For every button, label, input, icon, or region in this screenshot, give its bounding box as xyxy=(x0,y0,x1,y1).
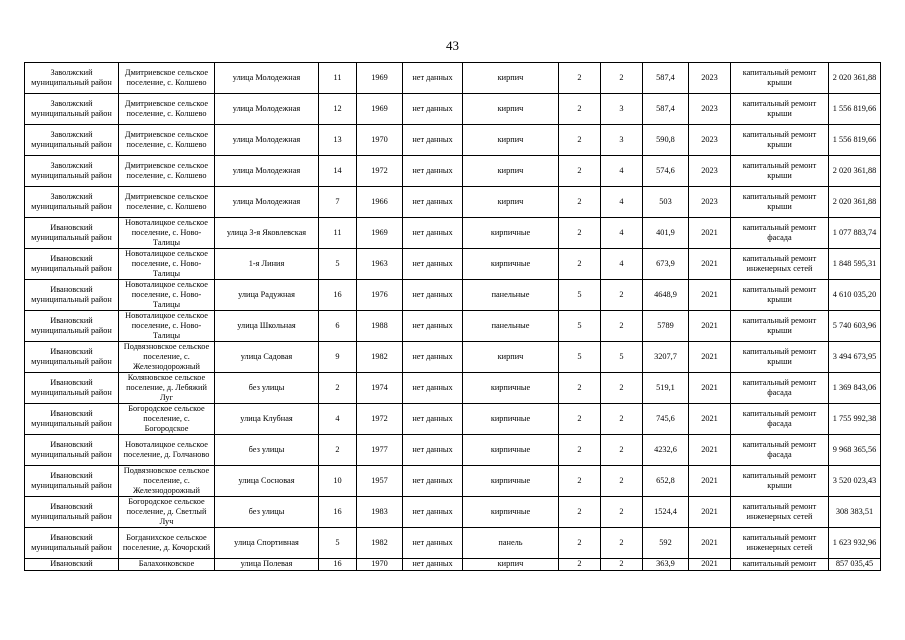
planned-year-cell: 2021 xyxy=(689,559,731,571)
table-row xyxy=(25,435,881,466)
wall-material-cell: кирпичные xyxy=(463,373,559,404)
year-built-cell: 1966 xyxy=(357,187,403,218)
area-cell: 587,4 xyxy=(643,94,689,125)
cost-cell: 1 369 843,06 xyxy=(829,373,881,404)
district-cell: Заволжский муниципальный район xyxy=(25,156,119,187)
entrances-cell: 5 xyxy=(601,342,643,373)
year-built-cell: 1963 xyxy=(357,249,403,280)
entrances-cell: 2 xyxy=(601,528,643,559)
year-built-cell: 1969 xyxy=(357,218,403,249)
table-row xyxy=(25,94,881,125)
settlement-cell: Дмитриевское сельское поселение, с. Колшево xyxy=(119,94,215,125)
work-type-cell: капитальный ремонт крыши xyxy=(731,280,829,311)
wall-material-cell: кирпич xyxy=(463,125,559,156)
planned-year-cell: 2023 xyxy=(689,125,731,156)
cost-cell: 1 556 819,66 xyxy=(829,125,881,156)
area-cell: 587,4 xyxy=(643,63,689,94)
house-number-cell: 16 xyxy=(319,280,357,311)
house-number-cell: 16 xyxy=(319,497,357,528)
entrances-cell: 4 xyxy=(601,156,643,187)
table-row xyxy=(25,218,881,249)
floors-cell: 2 xyxy=(559,528,601,559)
housing-repair-table xyxy=(24,62,881,571)
settlement-cell: Дмитриевское сельское поселение, с. Колшево xyxy=(119,125,215,156)
district-cell: Ивановский муниципальный район xyxy=(25,404,119,435)
work-type-cell: капитальный ремонт фасада xyxy=(731,218,829,249)
entrances-cell: 2 xyxy=(601,497,643,528)
entrances-cell: 2 xyxy=(601,559,643,571)
house-number-cell: 6 xyxy=(319,311,357,342)
table-row xyxy=(25,311,881,342)
house-number-cell: 7 xyxy=(319,187,357,218)
year-built-cell: 1969 xyxy=(357,63,403,94)
work-type-cell: капитальный ремонт крыши xyxy=(731,63,829,94)
wall-material-cell: кирпич xyxy=(463,156,559,187)
cost-cell: 9 968 365,56 xyxy=(829,435,881,466)
year-built-cell: 1988 xyxy=(357,311,403,342)
wall-material-cell: кирпичные xyxy=(463,435,559,466)
entrances-cell: 2 xyxy=(601,280,643,311)
floors-cell: 2 xyxy=(559,125,601,156)
work-type-cell: капитальный ремонт крыши xyxy=(731,125,829,156)
street-cell: улица Школьная xyxy=(215,311,319,342)
house-number-cell: 12 xyxy=(319,94,357,125)
floors-cell: 2 xyxy=(559,435,601,466)
table-row xyxy=(25,559,881,571)
district-cell: Заволжский муниципальный район xyxy=(25,125,119,156)
district-cell: Ивановский муниципальный район xyxy=(25,311,119,342)
planned-year-cell: 2021 xyxy=(689,373,731,404)
house-number-cell: 2 xyxy=(319,435,357,466)
work-type-cell: капитальный ремонт инженерных сетей xyxy=(731,528,829,559)
year-built-cell: 1982 xyxy=(357,342,403,373)
wall-material-cell: кирпич xyxy=(463,187,559,218)
data-status-cell: нет данных xyxy=(403,559,463,571)
settlement-cell: Богданихское сельское поселение, д. Кочорский xyxy=(119,528,215,559)
table-row xyxy=(25,342,881,373)
district-cell: Заволжский муниципальный район xyxy=(25,63,119,94)
district-cell: Ивановский муниципальный район xyxy=(25,435,119,466)
entrances-cell: 4 xyxy=(601,187,643,218)
settlement-cell: Подвязновское сельское поселение, с. Железнодорожный xyxy=(119,466,215,497)
cost-cell: 308 383,51 xyxy=(829,497,881,528)
data-status-cell: нет данных xyxy=(403,218,463,249)
floors-cell: 5 xyxy=(559,280,601,311)
work-type-cell: капитальный ремонт крыши xyxy=(731,466,829,497)
street-cell: без улицы xyxy=(215,435,319,466)
wall-material-cell: кирпичные xyxy=(463,497,559,528)
entrances-cell: 2 xyxy=(601,311,643,342)
table-row xyxy=(25,404,881,435)
floors-cell: 2 xyxy=(559,466,601,497)
area-cell: 652,8 xyxy=(643,466,689,497)
table-row xyxy=(25,249,881,280)
house-number-cell: 2 xyxy=(319,373,357,404)
area-cell: 4648,9 xyxy=(643,280,689,311)
settlement-cell: Новоталицкое сельское поселение, д. Голчаново xyxy=(119,435,215,466)
data-status-cell: нет данных xyxy=(403,187,463,218)
table-row xyxy=(25,373,881,404)
table-row xyxy=(25,156,881,187)
data-status-cell: нет данных xyxy=(403,435,463,466)
entrances-cell: 2 xyxy=(601,63,643,94)
floors-cell: 2 xyxy=(559,249,601,280)
table-row xyxy=(25,280,881,311)
wall-material-cell: кирпичные xyxy=(463,218,559,249)
house-number-cell: 5 xyxy=(319,528,357,559)
entrances-cell: 2 xyxy=(601,404,643,435)
cost-cell: 3 494 673,95 xyxy=(829,342,881,373)
wall-material-cell: кирпичные xyxy=(463,404,559,435)
street-cell: улица Радужная xyxy=(215,280,319,311)
data-status-cell: нет данных xyxy=(403,125,463,156)
data-status-cell: нет данных xyxy=(403,404,463,435)
district-cell: Ивановский муниципальный район xyxy=(25,218,119,249)
work-type-cell: капитальный ремонт xyxy=(731,559,829,571)
wall-material-cell: кирпич xyxy=(463,63,559,94)
area-cell: 1524,4 xyxy=(643,497,689,528)
area-cell: 363,9 xyxy=(643,559,689,571)
street-cell: улица Клубная xyxy=(215,404,319,435)
year-built-cell: 1983 xyxy=(357,497,403,528)
settlement-cell: Дмитриевское сельское поселение, с. Колшево xyxy=(119,156,215,187)
data-status-cell: нет данных xyxy=(403,280,463,311)
work-type-cell: капитальный ремонт крыши xyxy=(731,342,829,373)
cost-cell: 1 623 932,96 xyxy=(829,528,881,559)
street-cell: улица Полевая xyxy=(215,559,319,571)
house-number-cell: 9 xyxy=(319,342,357,373)
planned-year-cell: 2021 xyxy=(689,466,731,497)
floors-cell: 2 xyxy=(559,218,601,249)
data-status-cell: нет данных xyxy=(403,373,463,404)
area-cell: 574,6 xyxy=(643,156,689,187)
entrances-cell: 2 xyxy=(601,435,643,466)
district-cell: Ивановский муниципальный район xyxy=(25,342,119,373)
work-type-cell: капитальный ремонт фасада xyxy=(731,373,829,404)
cost-cell: 4 610 035,20 xyxy=(829,280,881,311)
house-number-cell: 16 xyxy=(319,559,357,571)
planned-year-cell: 2023 xyxy=(689,187,731,218)
settlement-cell: Новоталицкое сельское поселение, с. Ново-Талицы xyxy=(119,280,215,311)
house-number-cell: 10 xyxy=(319,466,357,497)
year-built-cell: 1974 xyxy=(357,373,403,404)
table-row xyxy=(25,466,881,497)
area-cell: 519,1 xyxy=(643,373,689,404)
entrances-cell: 3 xyxy=(601,125,643,156)
area-cell: 503 xyxy=(643,187,689,218)
floors-cell: 2 xyxy=(559,156,601,187)
table-body xyxy=(25,63,881,571)
district-cell: Ивановский xyxy=(25,559,119,571)
planned-year-cell: 2021 xyxy=(689,435,731,466)
settlement-cell: Коляновское сельское поселение, д. Лебяжий Луг xyxy=(119,373,215,404)
planned-year-cell: 2023 xyxy=(689,63,731,94)
street-cell: без улицы xyxy=(215,497,319,528)
table-row xyxy=(25,528,881,559)
house-number-cell: 5 xyxy=(319,249,357,280)
wall-material-cell: панельные xyxy=(463,280,559,311)
street-cell: улица Молодежная xyxy=(215,156,319,187)
wall-material-cell: панель xyxy=(463,528,559,559)
planned-year-cell: 2021 xyxy=(689,528,731,559)
street-cell: улица Молодежная xyxy=(215,125,319,156)
year-built-cell: 1969 xyxy=(357,94,403,125)
planned-year-cell: 2021 xyxy=(689,342,731,373)
house-number-cell: 11 xyxy=(319,218,357,249)
work-type-cell: капитальный ремонт фасада xyxy=(731,404,829,435)
year-built-cell: 1977 xyxy=(357,435,403,466)
settlement-cell: Новоталицкое сельское поселение, с. Ново-Талицы xyxy=(119,249,215,280)
street-cell: 1-я Линия xyxy=(215,249,319,280)
cost-cell: 5 740 603,96 xyxy=(829,311,881,342)
district-cell: Ивановский муниципальный район xyxy=(25,528,119,559)
area-cell: 590,8 xyxy=(643,125,689,156)
table-row xyxy=(25,63,881,94)
planned-year-cell: 2021 xyxy=(689,280,731,311)
work-type-cell: капитальный ремонт крыши xyxy=(731,311,829,342)
street-cell: улица Молодежная xyxy=(215,94,319,125)
settlement-cell: Дмитриевское сельское поселение, с. Колшево xyxy=(119,63,215,94)
floors-cell: 2 xyxy=(559,373,601,404)
area-cell: 673,9 xyxy=(643,249,689,280)
entrances-cell: 3 xyxy=(601,94,643,125)
floors-cell: 2 xyxy=(559,63,601,94)
area-cell: 3207,7 xyxy=(643,342,689,373)
year-built-cell: 1972 xyxy=(357,404,403,435)
street-cell: улица Садовая xyxy=(215,342,319,373)
data-status-cell: нет данных xyxy=(403,528,463,559)
year-built-cell: 1970 xyxy=(357,125,403,156)
data-status-cell: нет данных xyxy=(403,249,463,280)
data-status-cell: нет данных xyxy=(403,94,463,125)
street-cell: улица Молодежная xyxy=(215,187,319,218)
cost-cell: 2 020 361,88 xyxy=(829,187,881,218)
floors-cell: 2 xyxy=(559,404,601,435)
cost-cell: 1 848 595,31 xyxy=(829,249,881,280)
page-number: 43 xyxy=(446,38,459,53)
district-cell: Ивановский муниципальный район xyxy=(25,497,119,528)
settlement-cell: Новоталицкое сельское поселение, с. Ново-Талицы xyxy=(119,311,215,342)
entrances-cell: 2 xyxy=(601,466,643,497)
district-cell: Ивановский муниципальный район xyxy=(25,373,119,404)
work-type-cell: капитальный ремонт крыши xyxy=(731,156,829,187)
cost-cell: 1 556 819,66 xyxy=(829,94,881,125)
district-cell: Ивановский муниципальный район xyxy=(25,280,119,311)
district-cell: Заволжский муниципальный район xyxy=(25,94,119,125)
area-cell: 4232,6 xyxy=(643,435,689,466)
floors-cell: 2 xyxy=(559,94,601,125)
data-status-cell: нет данных xyxy=(403,63,463,94)
entrances-cell: 4 xyxy=(601,249,643,280)
street-cell: без улицы xyxy=(215,373,319,404)
wall-material-cell: кирпич xyxy=(463,559,559,571)
planned-year-cell: 2021 xyxy=(689,218,731,249)
year-built-cell: 1976 xyxy=(357,280,403,311)
cost-cell: 3 520 023,43 xyxy=(829,466,881,497)
work-type-cell: капитальный ремонт инженерных сетей xyxy=(731,497,829,528)
wall-material-cell: панельные xyxy=(463,311,559,342)
settlement-cell: Дмитриевское сельское поселение, с. Колшево xyxy=(119,187,215,218)
district-cell: Заволжский муниципальный район xyxy=(25,187,119,218)
entrances-cell: 2 xyxy=(601,373,643,404)
year-built-cell: 1972 xyxy=(357,156,403,187)
house-number-cell: 14 xyxy=(319,156,357,187)
floors-cell: 2 xyxy=(559,187,601,218)
work-type-cell: капитальный ремонт фасада xyxy=(731,435,829,466)
street-cell: улица 3-я Яковлевская xyxy=(215,218,319,249)
area-cell: 745,6 xyxy=(643,404,689,435)
floors-cell: 5 xyxy=(559,311,601,342)
area-cell: 401,9 xyxy=(643,218,689,249)
planned-year-cell: 2021 xyxy=(689,311,731,342)
area-cell: 592 xyxy=(643,528,689,559)
street-cell: улица Молодежная xyxy=(215,63,319,94)
settlement-cell: Богородское сельское поселение, д. Светлый Луч xyxy=(119,497,215,528)
year-built-cell: 1957 xyxy=(357,466,403,497)
floors-cell: 2 xyxy=(559,559,601,571)
work-type-cell: капитальный ремонт крыши xyxy=(731,187,829,218)
planned-year-cell: 2023 xyxy=(689,156,731,187)
cost-cell: 857 035,45 xyxy=(829,559,881,571)
wall-material-cell: кирпич xyxy=(463,94,559,125)
planned-year-cell: 2021 xyxy=(689,249,731,280)
house-number-cell: 4 xyxy=(319,404,357,435)
data-status-cell: нет данных xyxy=(403,342,463,373)
house-number-cell: 13 xyxy=(319,125,357,156)
table-row xyxy=(25,187,881,218)
planned-year-cell: 2021 xyxy=(689,404,731,435)
settlement-cell: Балахонковское xyxy=(119,559,215,571)
district-cell: Ивановский муниципальный район xyxy=(25,466,119,497)
floors-cell: 5 xyxy=(559,342,601,373)
work-type-cell: капитальный ремонт крыши xyxy=(731,94,829,125)
district-cell: Ивановский муниципальный район xyxy=(25,249,119,280)
cost-cell: 2 020 361,88 xyxy=(829,63,881,94)
cost-cell: 1 077 883,74 xyxy=(829,218,881,249)
wall-material-cell: кирпичные xyxy=(463,466,559,497)
entrances-cell: 4 xyxy=(601,218,643,249)
planned-year-cell: 2023 xyxy=(689,94,731,125)
data-status-cell: нет данных xyxy=(403,497,463,528)
year-built-cell: 1970 xyxy=(357,559,403,571)
year-built-cell: 1982 xyxy=(357,528,403,559)
settlement-cell: Новоталицкое сельское поселение, с. Ново-Талицы xyxy=(119,218,215,249)
table-row xyxy=(25,125,881,156)
area-cell: 5789 xyxy=(643,311,689,342)
planned-year-cell: 2021 xyxy=(689,497,731,528)
data-status-cell: нет данных xyxy=(403,156,463,187)
data-status-cell: нет данных xyxy=(403,311,463,342)
table-row xyxy=(25,497,881,528)
wall-material-cell: кирпичные xyxy=(463,249,559,280)
floors-cell: 2 xyxy=(559,497,601,528)
data-status-cell: нет данных xyxy=(403,466,463,497)
cost-cell: 1 755 992,38 xyxy=(829,404,881,435)
settlement-cell: Подвязновское сельское поселение, с. Железнодорожный xyxy=(119,342,215,373)
wall-material-cell: кирпич xyxy=(463,342,559,373)
street-cell: улица Сосновая xyxy=(215,466,319,497)
house-number-cell: 11 xyxy=(319,63,357,94)
cost-cell: 2 020 361,88 xyxy=(829,156,881,187)
work-type-cell: капитальный ремонт инженерных сетей xyxy=(731,249,829,280)
street-cell: улица Спортивная xyxy=(215,528,319,559)
settlement-cell: Богородское сельское поселение, с. Богородское xyxy=(119,404,215,435)
